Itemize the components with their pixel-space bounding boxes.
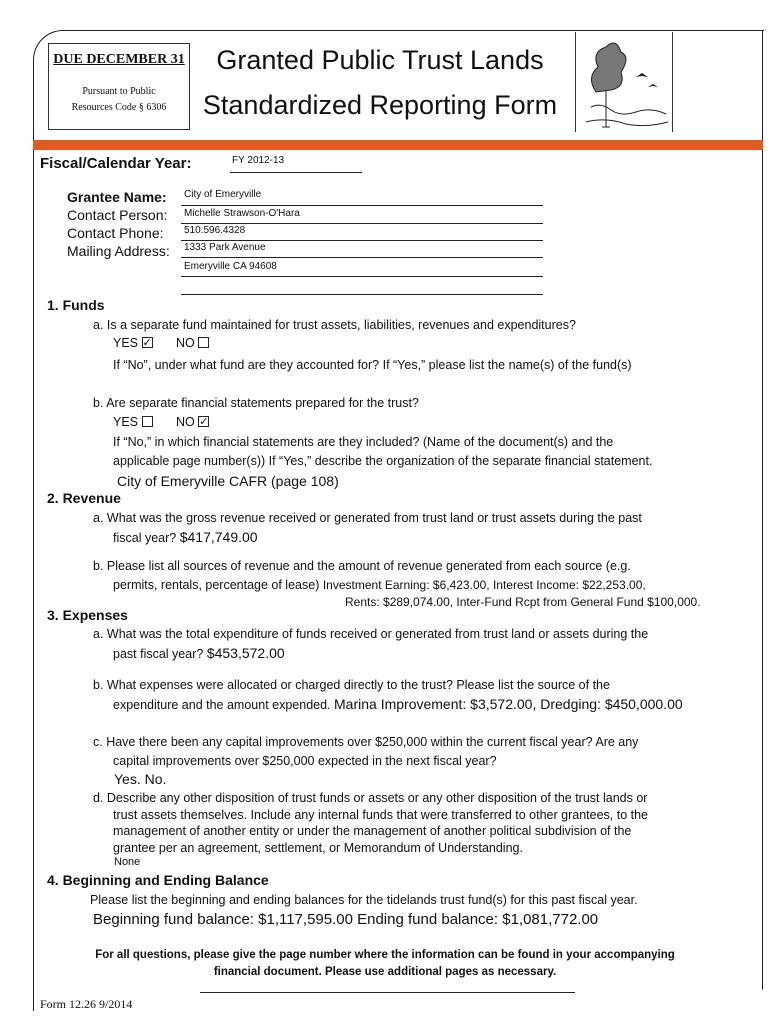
contact-person-label: Contact Person:	[67, 207, 168, 223]
section-balance-heading: 4. Beginning and Ending Balance	[47, 872, 269, 888]
contact-phone-field[interactable]: 510.596.4328	[181, 224, 543, 241]
funds-question-a: a. Is a separate fund maintained for trust assets, liabilities, revenues and expenditures?	[93, 318, 576, 332]
contact-phone-label: Contact Phone:	[67, 225, 164, 241]
revenue-question-b: b. Please list all sources of revenue and the amount of revenue generated from each source (e.g. permits, rentals, percentage of lease) Investment Earning: $6,423.00, Interest Income: $22,253.00,	[93, 559, 646, 592]
expenses-d-answer[interactable]: None	[114, 856, 141, 868]
revenue-b-answer-1[interactable]: Investment Earning: $6,423.00, Interest Income: $22,253.00,	[322, 578, 646, 592]
revenue-question-a: a. What was the gross revenue received or generated from trust land or trust assets during the past fiscal year? $417,749.00	[93, 511, 642, 545]
mailing-address-label: Mailing Address:	[67, 243, 170, 259]
footer-note: For all questions, please give the page number where the information can be found in your accompanying financial document. Please use additional pages as necessary.	[95, 949, 675, 978]
form-number: Form 12.26 9/2014	[40, 997, 133, 1011]
funds-b-answer[interactable]: City of Emeryville CAFR (page 108)	[117, 473, 339, 489]
tree-seal-icon	[576, 32, 672, 132]
grantee-name-field[interactable]: City of Emeryville	[181, 189, 543, 206]
balance-question: Please list the beginning and ending balances for the tidelands trust fund(s) for this past fiscal year.	[90, 893, 638, 907]
signature-line	[200, 992, 575, 993]
mailing-address-field-2[interactable]: Emeryville CA 94608	[181, 259, 543, 277]
funds-a-yes-checkbox[interactable]	[142, 337, 153, 348]
funds-b-followup: If “No,” in which financial statements are they included? (Name of the document(s) and the applicable page number(s)) If “Yes,” describe the organization of the separate financial statement.	[113, 435, 653, 468]
revenue-a-answer[interactable]: $417,749.00	[179, 529, 258, 545]
funds-b-options: YES NO ✓	[113, 413, 209, 432]
grantee-name-label: Grantee Name:	[67, 189, 167, 205]
contact-person-field[interactable]: Michelle Strawson-O'Hara	[181, 207, 543, 224]
form-title-line-1: Granted Public Trust Lands	[216, 45, 544, 75]
revenue-b-answer-2[interactable]: Rents: $289,074.00, Inter-Fund Rcpt from General Fund $100,000.	[345, 595, 701, 609]
header-divider	[33, 140, 763, 150]
funds-a-followup: If “No”, under what fund are they accounted for? If “Yes,” please list the name(s) of the fund(s)	[113, 358, 632, 372]
fiscal-year-value: FY 2012-13	[232, 155, 285, 166]
funds-a-no-checkbox[interactable]	[198, 337, 209, 348]
expenses-question-b: b. What expenses were allocated or charged directly to the trust? Please list the source of the expenditure and the amount expended. Marina Improvement: $3,572.00, Dredging: $450,000.00	[93, 678, 683, 712]
section-funds-heading: 1. Funds	[47, 297, 105, 313]
balance-answer[interactable]: Beginning fund balance: $1,117,595.00 Ending fund balance: $1,081,772.00	[93, 911, 599, 928]
mailing-address-field-1[interactable]: 1333 Park Avenue	[181, 241, 543, 258]
form-title-line-2: Standardized Reporting Form	[202, 90, 558, 120]
due-date: DUE DECEMBER 31	[53, 52, 185, 67]
expenses-b-answer[interactable]: Marina Improvement: $3,572.00, Dredging: $450,000.00	[334, 696, 683, 712]
due-date-box	[48, 43, 190, 130]
expenses-question-a: a. What was the total expenditure of funds received or generated from trust land or assets during the past fiscal year? $453,572.00	[93, 627, 649, 661]
funds-a-options: YES ✓ NO	[113, 334, 209, 353]
fiscal-year-field[interactable]	[230, 155, 362, 173]
mailing-address-field-3[interactable]	[181, 278, 543, 295]
seal-logo	[575, 32, 673, 132]
expenses-question-d: d. Describe any other disposition of trust funds or assets or any other disposition of the trust lands or trust assets themselves. Include any internal funds that were transferred to other grantees, to the management of another entity or under the management of another political subdivision of the grantee per an agreement, settlement, or Memorandum of Understanding.	[93, 791, 649, 855]
section-revenue-heading: 2. Revenue	[47, 490, 121, 506]
funds-b-yes-checkbox[interactable]	[142, 416, 153, 427]
form-border-right	[762, 30, 763, 990]
pursuant-note: Pursuant to Public Resources Code § 6306	[71, 86, 167, 113]
funds-question-b: b. Are separate financial statements prepared for the trust?	[93, 396, 419, 410]
expenses-c-answer[interactable]: Yes. No.	[114, 771, 167, 787]
grantee-labels	[67, 188, 170, 260]
funds-b-no-checkbox[interactable]	[198, 416, 209, 427]
expenses-a-answer[interactable]: $453,572.00	[206, 645, 285, 661]
fiscal-year-label: Fiscal/Calendar Year:	[40, 155, 192, 172]
expenses-question-c: c. Have there been any capital improvements over $250,000 within the current fiscal year? Are any capital improvements over $250,000 expected in the next fiscal year?	[93, 735, 639, 768]
section-expenses-heading: 3. Expenses	[47, 607, 128, 623]
